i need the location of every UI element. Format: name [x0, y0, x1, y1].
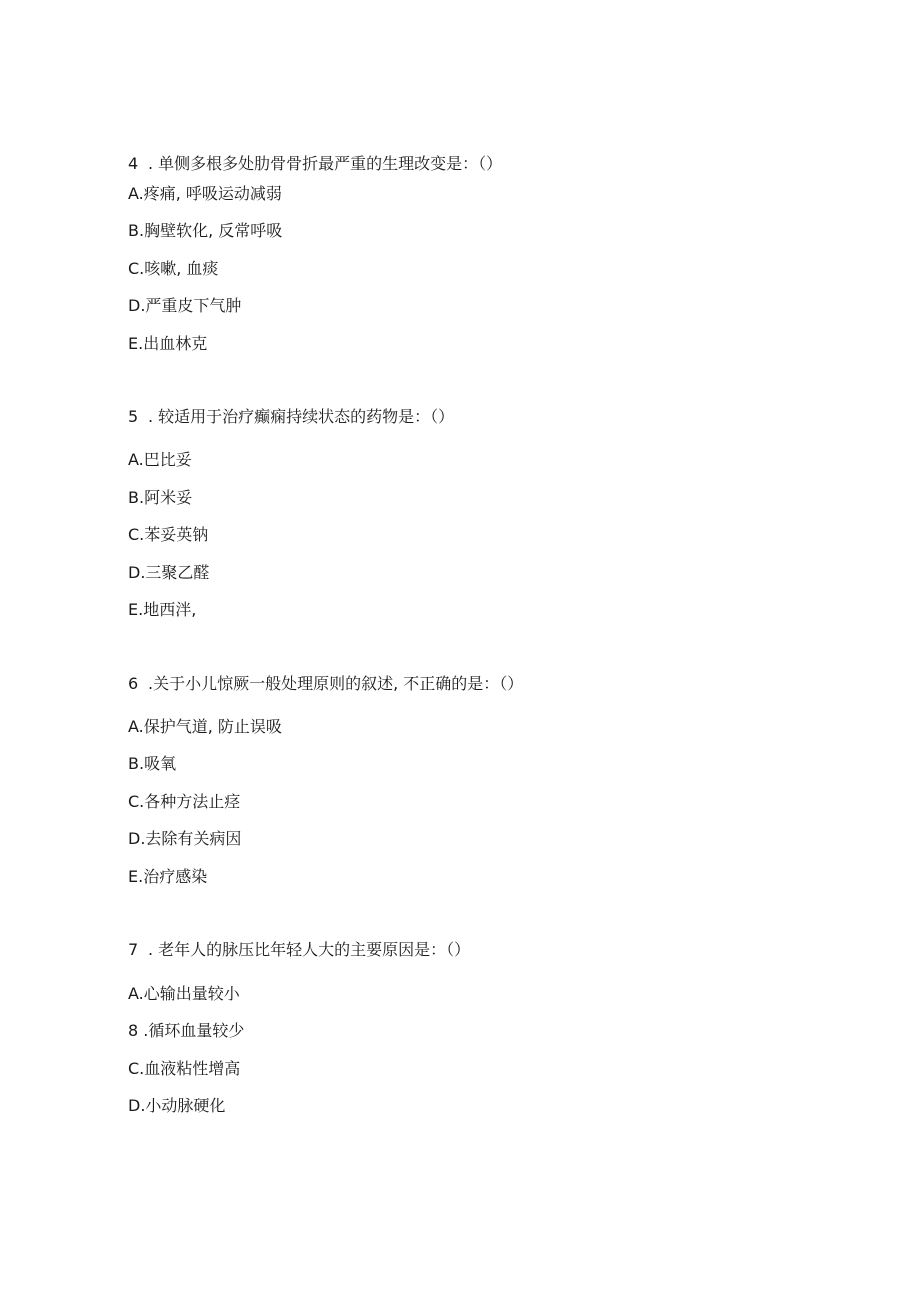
question-6-stem [128, 674, 523, 694]
question-6-option-e: E.治疗感染 [128, 867, 208, 886]
question-4-option-e: E.出血林克 [128, 334, 208, 353]
question-6-option-c: C.各种方法止痉 [128, 792, 241, 811]
question-7-stem [128, 940, 470, 960]
question-7-option-b: 8 .循环血量较少 [128, 1021, 245, 1040]
question-text: . 单侧多根多处肋骨骨折最严重的生理改变是：（） [148, 154, 503, 173]
question-5-option-e: E.地西泮, [128, 600, 197, 619]
question-number: 5 [128, 407, 139, 426]
question-6-option-a: A.保护气道, 防止误吸 [128, 717, 282, 736]
question-6-option-d: D.去除有关病因 [128, 829, 242, 848]
question-5-option-d: D.三聚乙醛 [128, 563, 210, 582]
question-5-option-c: C.苯妥英钠 [128, 525, 209, 544]
question-text: .关于小儿惊厥一般处理原则的叙述, 不正确的是：（） [148, 674, 524, 693]
question-number: 4 [128, 154, 139, 173]
question-5-stem [128, 407, 454, 427]
question-7-option-d: D.小动脉硬化 [128, 1096, 226, 1115]
question-7-option-a: A.心输出量较小 [128, 984, 240, 1003]
question-4-stem [128, 154, 502, 174]
question-4-option-c: C.咳嗽, 血痰 [128, 259, 219, 278]
question-6-option-b: B.吸氧 [128, 754, 177, 773]
question-number: 6 [128, 674, 139, 693]
question-text: . 较适用于治疗癫痫持续状态的药物是：（） [148, 407, 455, 426]
question-5-option-b: B.阿米妥 [128, 488, 193, 507]
question-text: . 老年人的脉压比年轻人大的主要原因是：（） [148, 940, 471, 959]
question-4-option-d: D.严重皮下气肿 [128, 296, 242, 315]
question-7-option-c: C.血液粘性增高 [128, 1059, 241, 1078]
question-5-option-a: A.巴比妥 [128, 450, 192, 469]
question-number: 7 [128, 940, 139, 959]
question-4-option-b: B.胸壁软化, 反常呼吸 [128, 221, 283, 240]
question-4-option-a: A.疼痛, 呼吸运动减弱 [128, 184, 282, 203]
